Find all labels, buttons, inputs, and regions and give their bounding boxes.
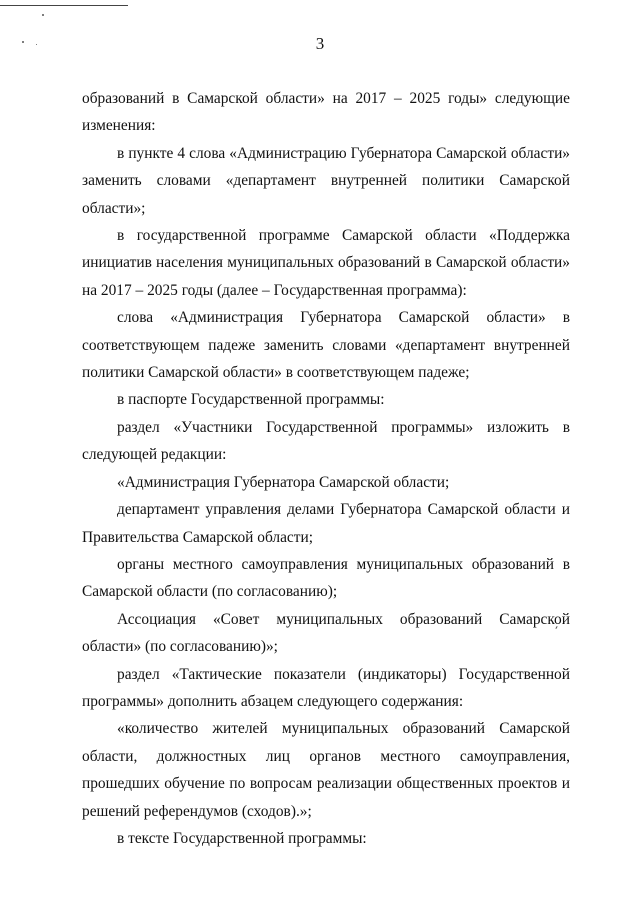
paragraph: «Администрация Губернатора Самарской области; [117, 473, 450, 491]
paragraph: раздел «Тактические показатели (индикаторы) Государственной программы» дополнить абзацем следующего содержания: [82, 665, 570, 710]
paragraph: департамент управления делами Губернатора Самарской области и Правительства Самарской области; [82, 501, 570, 546]
paragraph: в пункте 4 слова «Администрацию Губернатора Самарской области» заменить словами «департамент внутренней политики Самарской области»; [82, 144, 570, 217]
scan-speck [42, 14, 44, 16]
paragraph: слова «Администрация Губернатора Самарской области» в соответствующем падеже заменить словами «департамент внутренней политики Самарской области» в соответствующем падеже; [82, 309, 570, 382]
document-body [82, 85, 570, 852]
paragraph: «количество жителей муниципальных образований Самарской области, должностных лиц органов местного самоуправления, прошедших обучение по вопросам реализации общественных проектов и решений референдумов (сходов).»; [82, 720, 570, 820]
paragraph: органы местного самоуправления муниципальных образований в Самарской области (по согласованию); [82, 555, 570, 601]
header-rule [0, 5, 128, 6]
paragraph: раздел «Участники Государственной программы» изложить в следующей редакции: [82, 418, 570, 464]
paragraph: в тексте Государственной программы: [117, 829, 367, 847]
paragraph: Ассоциация «Совет муниципальных образований Самарской области» (по согласованию)»; [82, 610, 570, 656]
page-number: 3 [315, 34, 325, 53]
paragraph: образований в Самарской области» на 2017 – 2025 годы» следующие изменения: [82, 90, 570, 135]
paragraph: в государственной программе Самарской области «Поддержка инициатив населения муниципальных образований в Самарской области» на 2017 – 2025 годы (далее – Государственная программа): [82, 227, 570, 299]
paragraph: в паспорте Государственной программы: [117, 391, 385, 409]
